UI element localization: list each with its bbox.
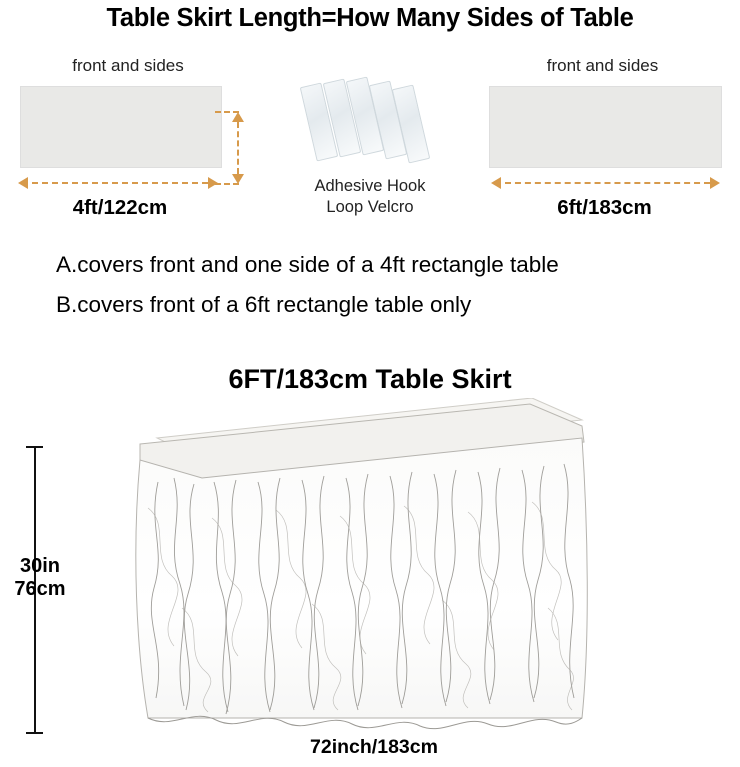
width-label-text: 72inch/183cm: [300, 736, 448, 758]
velcro-caption-line1: Adhesive Hook: [314, 177, 426, 195]
height-measure-top-tick: [26, 446, 43, 448]
left-front-arrow-left-icon: [18, 177, 28, 189]
left-front-dash-line: [32, 182, 208, 184]
left-top-connector: [215, 111, 239, 113]
right-front-dash-line: [505, 182, 710, 184]
height-label-inches: 30in: [19, 555, 61, 577]
product-title: 6FT/183cm Table Skirt: [228, 364, 512, 394]
left-side-dash-line: [237, 122, 239, 174]
page-title: Table Skirt Length=How Many Sides of Table: [106, 4, 634, 32]
velcro-caption: [300, 176, 440, 217]
description-line-b: B.covers front of a 6ft rectangle table only: [56, 292, 472, 317]
top-comparison-diagram: [0, 48, 740, 228]
left-dimension-label: 4ft/122cm: [72, 196, 168, 219]
height-measure-bottom-tick: [26, 732, 43, 734]
table-skirt-drawing: [62, 398, 682, 738]
width-label: [110, 736, 638, 759]
left-bottom-connector: [215, 183, 239, 185]
right-table-block: [489, 86, 722, 168]
left-side-arrow-up-icon: [232, 112, 244, 122]
description-line-a: A.covers front and one side of a 4ft rectangle table: [56, 252, 559, 277]
height-label: [6, 555, 74, 601]
right-front-arrow-right-icon: [710, 177, 720, 189]
height-label-cm: 76cm: [14, 578, 66, 600]
width-measure: [110, 738, 638, 764]
velcro-illustration: [300, 70, 440, 216]
right-dimension-label: 6ft/183cm: [557, 196, 652, 219]
left-table-block: [20, 86, 222, 168]
right-table-caption: front and sides: [546, 56, 659, 75]
left-front-arrow-right-icon: [208, 177, 218, 189]
velcro-caption-line2: Loop Velcro: [326, 197, 414, 216]
left-table-caption: front and sides: [72, 56, 184, 75]
right-front-arrow-left-icon: [491, 177, 501, 189]
table-skirt-illustration: [62, 398, 682, 738]
